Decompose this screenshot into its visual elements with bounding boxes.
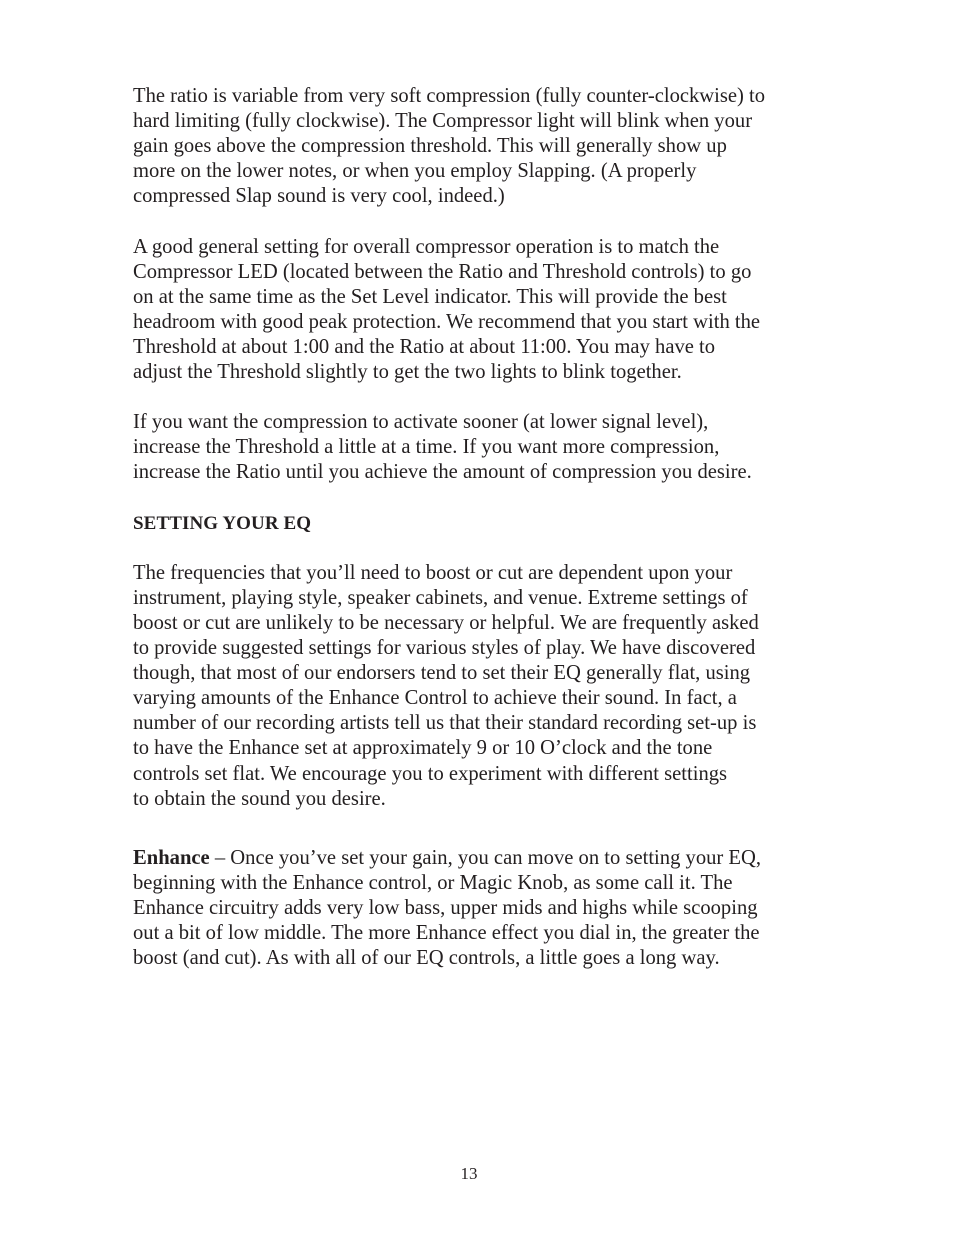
text-line: to have the Enhance set at approximately 9 or 10 O’clock and the tone — [133, 737, 713, 760]
text-line: controls set flat. We encourage you to experiment with different settings — [133, 762, 728, 785]
text-line: adjust the Threshold slightly to get the two lights to blink together. — [133, 361, 682, 384]
paragraph-gap — [133, 536, 813, 561]
text-line: on at the same time as the Set Level indicator. This will provide the best — [133, 285, 727, 308]
text-line: to obtain the sound you desire. — [133, 787, 386, 810]
text-line: though, that most of our endorsers tend to set their EQ generally flat, using — [133, 662, 751, 685]
text-line: number of our recording artists tell us that their standard recording set-up is — [133, 712, 757, 735]
section-heading-eq: SETTING YOUR EQ — [133, 512, 312, 534]
paragraph-sooner — [133, 410, 813, 485]
text-line: out a bit of low middle. The more Enhance effect you dial in, the greater the — [133, 922, 760, 944]
paragraph-frequencies — [133, 561, 813, 812]
page-number: 13 — [460, 1164, 478, 1183]
text-line — [133, 846, 813, 871]
paragraph-ratio — [133, 84, 813, 209]
paragraph-gap — [133, 812, 813, 846]
text-line: gain goes above the compression threshold. This will generally show up — [133, 135, 727, 158]
text-line: to provide suggested settings for various styles of play. We have discovered — [133, 637, 756, 660]
text-line: compressed Slap sound is very cool, indeed.) — [133, 185, 505, 208]
paragraph-general-setting — [133, 235, 813, 386]
text-line: headroom with good peak protection. We recommend that you start with the — [133, 310, 761, 333]
text-line: If you want the compression to activate sooner (at lower signal level), — [133, 411, 709, 434]
text-line: varying amounts of the Enhance Control to achieve their sound. In fact, a — [133, 687, 737, 710]
paragraph-gap — [133, 209, 813, 234]
text-line: hard limiting (fully clockwise). The Compressor light will blink when your — [133, 110, 753, 133]
enhance-first-line-text: – Once you’ve set your gain, you can move on to setting your EQ, — [209, 846, 762, 869]
text-line: A good general setting for overall compressor operation is to match the — [133, 235, 720, 258]
text-line: boost (and cut). As with all of our EQ controls, a little goes a long way. — [133, 947, 720, 970]
enhance-term: Enhance — [133, 846, 210, 869]
text-line: increase the Threshold a little at a time. If you want more compression, — [133, 436, 720, 459]
text-line: more on the lower notes, or when you employ Slapping. (A properly — [133, 160, 697, 183]
text-line: Threshold at about 1:00 and the Ratio at about 11:00. You may have to — [133, 335, 716, 358]
text-line: The frequencies that you’ll need to boost or cut are dependent upon your — [133, 561, 733, 584]
paragraph-enhance — [133, 846, 813, 971]
text-line: increase the Ratio until you achieve the amount of compression you desire. — [133, 461, 752, 484]
page-content — [133, 84, 813, 971]
paragraph-gap — [133, 486, 813, 511]
text-line: instrument, playing style, speaker cabinets, and venue. Extreme settings of — [133, 586, 748, 609]
text-line: The ratio is variable from very soft compression (fully counter-clockwise) to — [133, 85, 766, 107]
text-line: Compressor LED (located between the Ratio and Threshold controls) to go — [133, 260, 752, 283]
text-line: beginning with the Enhance control, or Magic Knob, as some call it. The — [133, 871, 733, 894]
paragraph-gap — [133, 385, 813, 410]
text-line: boost or cut are unlikely to be necessary or helpful. We are frequently asked — [133, 611, 759, 634]
text-line: Enhance circuitry adds very low bass, upper mids and highs while scooping — [133, 896, 758, 919]
